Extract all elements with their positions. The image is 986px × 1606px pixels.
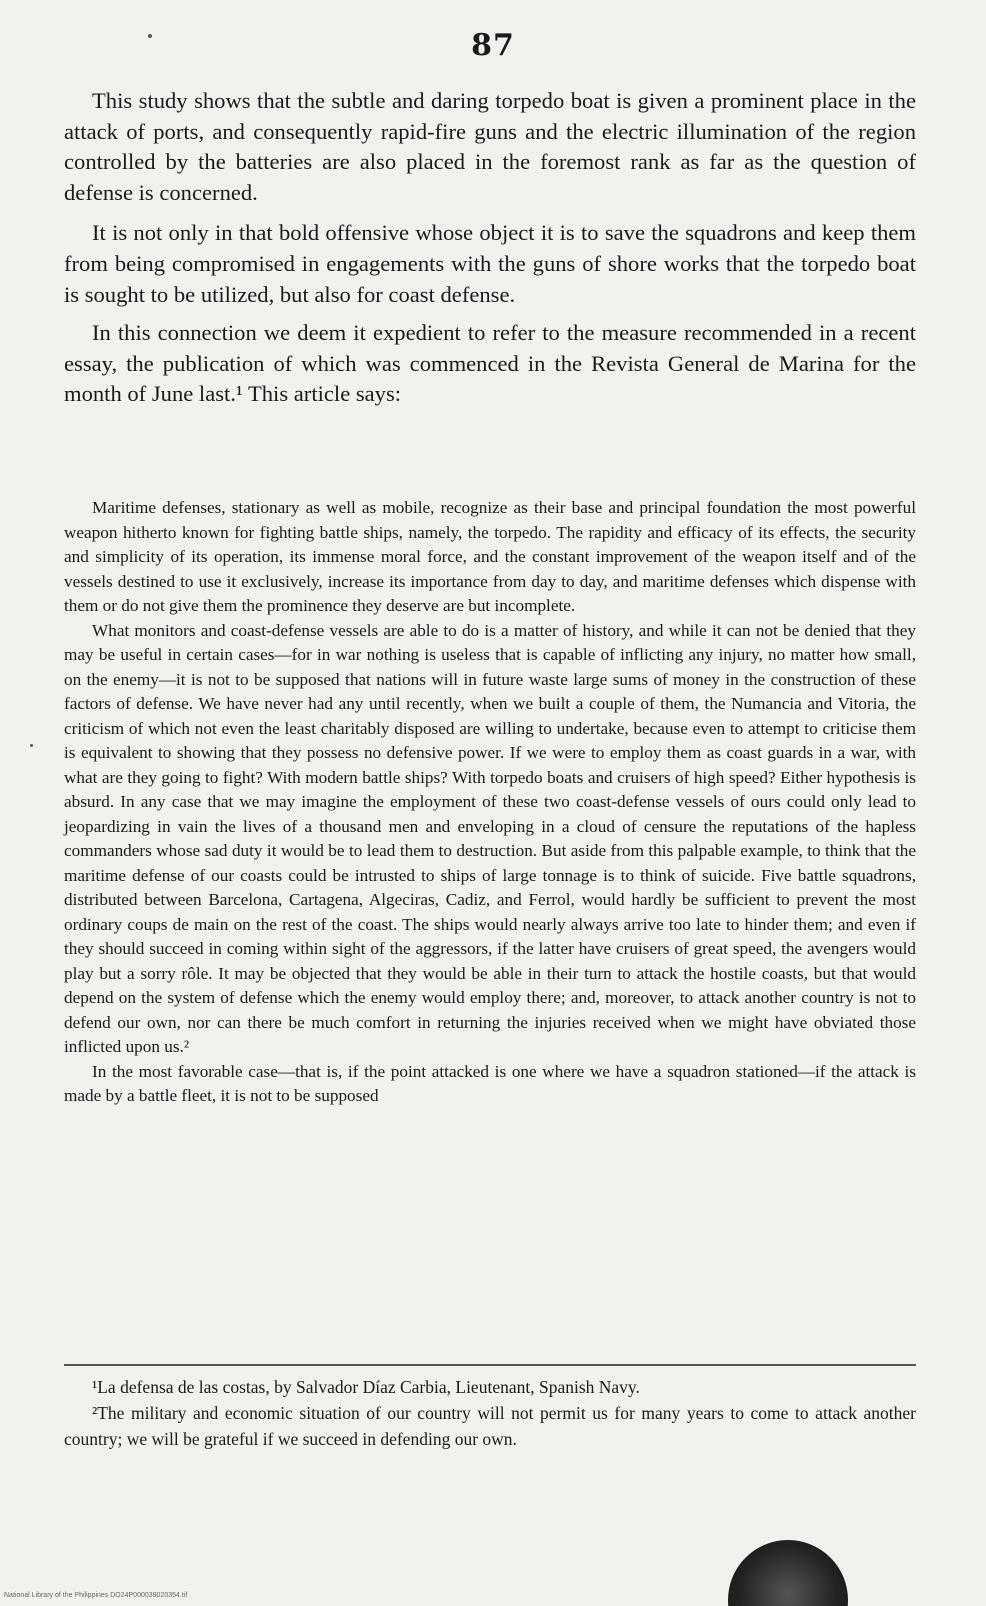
binding-hole [728,1540,848,1606]
scan-speck [148,34,152,38]
body-text [64,86,916,418]
footnote-2: ²The military and economic situation of our country will not permit us for many years to come to attack another country; we will be grateful if we succeed in defending our own. [64,1403,916,1449]
footnotes [64,1374,916,1452]
quote-favorable-case: In the most favorable case—that is, if the point attacked is one where we have a squadron stationed—if the attack is made by a battle fleet, it is not to be supposed [64,1061,916,1105]
paragraph-coast-defense: It is not only in that bold offensive whose object it is to save the squadrons and keep them from being compromised in engagements with the guns of shore works that the torpedo boat is sought to be utilized, but also for coast defense. [64,220,916,307]
paragraph-torpedo-boat-role: This study shows that the subtle and daring torpedo boat is given a prominent place in the attack of ports, and consequently rapid-fire guns and the electric illumination of the region controlled by the batteries are also placed in the foremost rank as far as the question of defense is concerned. [64,88,916,205]
quote-monitors: What monitors and coast-defense vessels are able to do is a matter of history, and while it can not be denied that they may be useful in certain cases—for in war nothing is useless that is capable of inflicting any injury, no matter how small, on the enemy—it is not to be supposed that nations will in future waste large sums of money in the construction of these factors of defense. We have never had any until recently, when we built a couple of them, the Numancia and Vitoria, the criticism of which not even the least charitably disposed are willing to undertake, because even to attempt to criticise them is equivalent to showing that they possess no defensive power. If we were to employ them as coast guards in a war, with what are they going to fight? With modern battle ships? With torpedo boats and cruisers of high speed? Either hypothesis is absurd. In any case that we may imagine the employment of these two coast-defense vessels of ours could only lead to jeopardizing in vain the lives of a thousand men and enveloping in a cloud of censure the reputations of the hapless commanders whose sad duty it would be to lead them to destruction. But aside from this palpable example, to think that the maritime defense of our coasts could be intrusted to ships of large tonnage is to think of suicide. Five battle squadrons, distributed between Barcelona, Cartagena, Algeciras, Cadiz, and Ferrol, would hardly be sufficient to prevent the most ordinary coups de main on the rest of the coast. The ships would nearly always arrive too late to hinder them; and even if they should succeed in coming within sight of the aggressors, if the latter have cruisers of great speed, the avengers would play but a sorry rôle. It may be objected that they would be able in their turn to attack the hostile coasts, but that would depend on the system of defense which the enemy would employ there; and, moreover, to attack another country is not to defend our own, nor can there be much comfort in returning the injuries received when we might have obviated those inflicted upon us.² [64,620,916,1056]
footnote-divider [64,1364,916,1366]
scan-credit: National Library of the Philippines DO24P000039020354.tif [4,1592,188,1599]
quoted-article [64,496,916,1109]
paragraph-revista-reference: In this connection we deem it expedient to refer to the measure recommended in a recent essay, the publication of which was commenced in the Revista General de Marina for the month of June last.¹ This article says: [64,320,916,407]
page-number: 87 [471,28,515,63]
footnote-1: ¹La defensa de las costas, by Salvador Díaz Carbia, Lieutenant, Spanish Navy. [92,1377,640,1397]
scan-speck [30,744,33,747]
quote-maritime-defenses: Maritime defenses, stationary as well as mobile, recognize as their base and principal foundation the most powerful weapon hitherto known for fighting battle ships, namely, the torpedo. The rapidity and efficacy of its effects, the security and simplicity of its operation, its immense moral force, and the constant improvement of the weapon itself and of the vessels destined to use it exclusively, increase its importance from day to day, and maritime defenses which dispense with them or do not give them the prominence they deserve are but incomplete. [64,498,916,615]
